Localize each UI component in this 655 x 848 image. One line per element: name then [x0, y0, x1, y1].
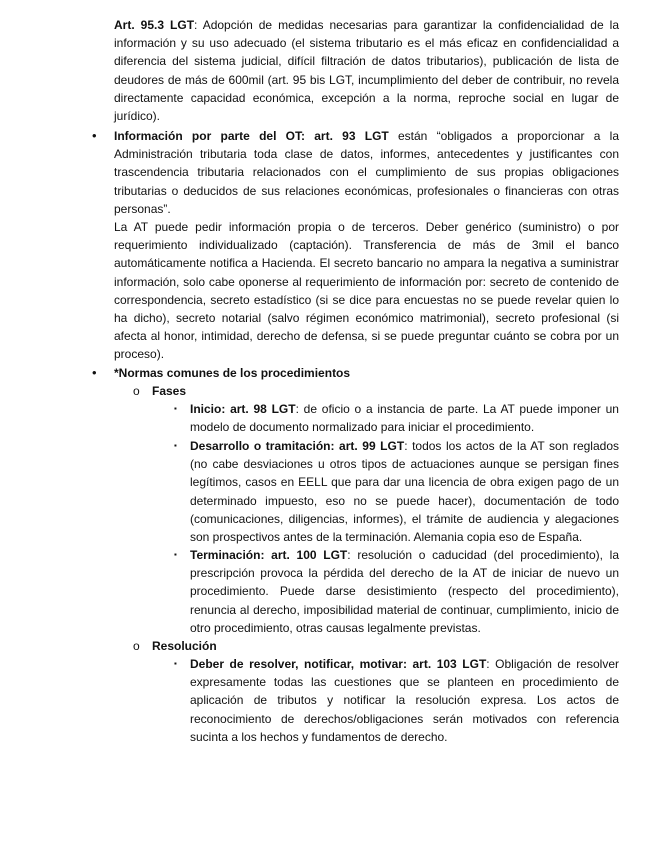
fase-item-title: Inicio: art. 98 LGT [190, 402, 296, 416]
square-marker: ▪ [174, 550, 177, 559]
fase-item-title: Terminación: art. 100 LGT [190, 548, 348, 562]
intro-text: : Adopción de medidas necesarias para garantizar la confidencialidad de la información y su uso adecuado (el sistema tributario es el más eficaz en confidencialidad a diferencia del sistema judicial, difícil filtración de datos tributarios), publicación de lista de deudores de más de 600mil (art. 95 bis LGT, incumplimiento del deber de contribuir, no revela directamente capacidad económica, excepción a la norma, reproche social en lugar de jurídico). [114, 18, 619, 124]
intro-ref: Art. 95.3 LGT [114, 18, 195, 32]
fase-item-text: : todos los actos de la AT son reglados (no cabe desviaciones u otros tipos de actuaciones aunque se persigan fines legítimos, casos en EELL que para dar una licencia de obra exigen pago de un determinado impuesto, eso no se puede hacer), documentación de todo (comunicaciones, diligencias, informes), el trámite de audiencia y alegaciones son prospectivos antes de la terminación. Alemania copia eso de España. [190, 439, 619, 545]
fase-item-text: : resolución o caducidad (del procedimiento), la prescripción provoca la pérdida del derecho de la AT de iniciar de nuevo un procedimiento. Puede darse desistimiento (respecto del procedimiento), renuncia al derecho, imposibilidad material de continuar, cumplimiento, inicio de otro procedimiento, otras causas legalmente previstas. [190, 548, 619, 635]
bullet-marker: • [92, 128, 97, 143]
resolucion-item-title: Deber de resolver, notificar, motivar: art. 103 LGT [190, 657, 487, 671]
resolucion-item-text: : Obligación de resolver expresamente todas las cuestiones que se planteen en procedimiento de aplicación de tributos y notificar la resolución expresa. Los actos de reconocimiento de derechos/obligaciones serán motivados con referencia sucinta a los hechos y fundamentos de derecho. [190, 657, 619, 744]
fases-title: Fases [152, 384, 187, 398]
bullet-marker: • [92, 365, 97, 380]
fase-item-text: : de oficio o a instancia de parte. La AT puede imponer un modelo de documento normalizado para iniciar el procedimiento. [190, 402, 619, 435]
fases-heading [152, 382, 619, 400]
square-marker: ▪ [174, 441, 177, 450]
fase-item-terminacion [190, 546, 619, 637]
fase-item-inicio [190, 400, 619, 436]
fase-item-desarrollo [190, 437, 619, 546]
info-ot-text: están “obligados a proporcionar a la Administración tributaria toda clase de datos, informes, antecedentes y justificantes con trascendencia tributaria relacionados con el cumplimiento de sus propias obligaciones tributarias o deducidos de sus relaciones económicas, profesionales o financieras con otras personas”. [114, 129, 619, 216]
normas-heading [114, 364, 619, 382]
fase-item-title: Desarrollo o tramitación: art. 99 LGT [190, 439, 405, 453]
normas-title: *Normas comunes de los procedimientos [114, 366, 351, 380]
resolucion-item [190, 655, 619, 746]
square-marker: ▪ [174, 659, 177, 668]
resolucion-title: Resolución [152, 639, 217, 653]
sub-marker: o [133, 384, 140, 398]
resolucion-heading [152, 637, 619, 655]
intro-paragraph [114, 16, 619, 125]
info-ot-paragraph2: La AT puede pedir información propia o de terceros. Deber genérico (suministro) o por requerimiento individualizado (captación). Transferencia de más de 3mil el banco automáticamente notifica a Hacienda. El secreto bancario no ampara la negativa a suministrar información, solo cabe oponerse al requerimiento de información por: secreto de contenido de correspondencia, secreto estadístico (si se dice para encuestas no se puede revelar quien lo ha dicho), secreto notarial (salvo régimen económico matrimonial), secreto profesional (si afecta al honor, intimidad, derecho de defensa, si se puede preguntar cuánto se cobra por un proceso). [114, 220, 619, 362]
square-marker: ▪ [174, 404, 177, 413]
sub-marker: o [133, 639, 140, 653]
info-ot-section [114, 127, 619, 364]
info-ot-title: Información por parte del OT: art. 93 LGT [114, 129, 389, 143]
